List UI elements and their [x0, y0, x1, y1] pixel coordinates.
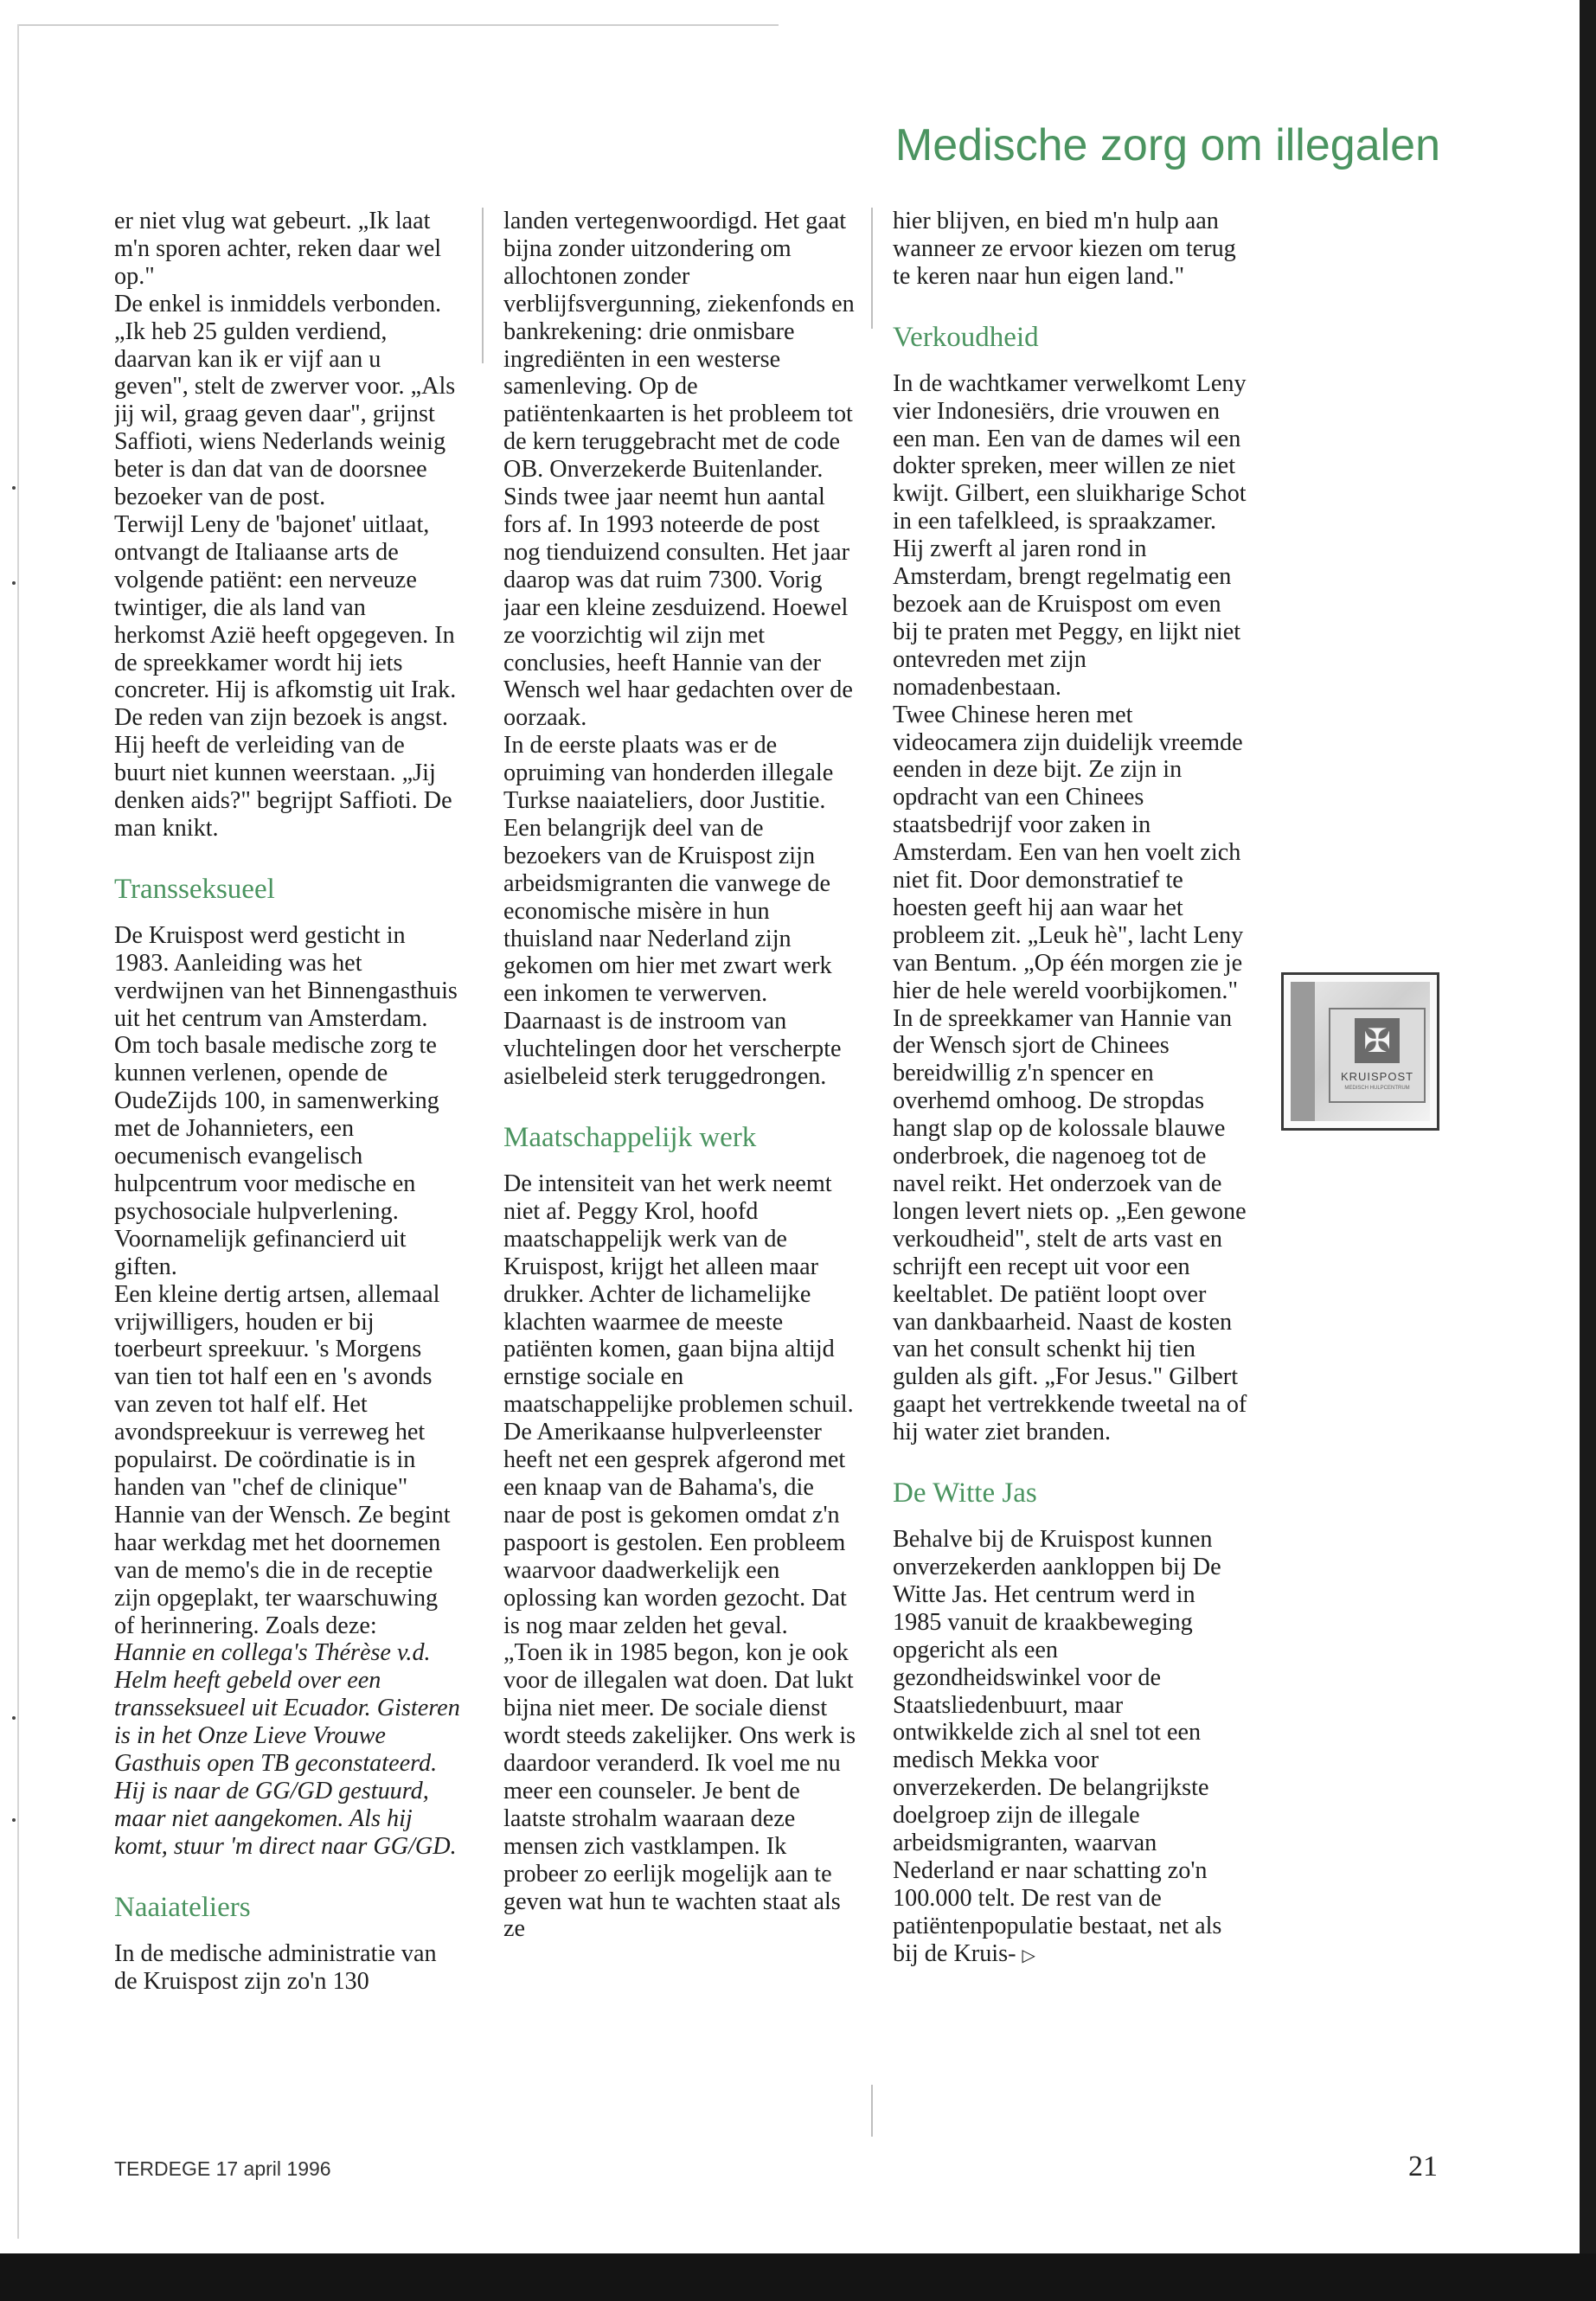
paragraph-text: Behalve bij de Kruispost kunnen onverzekerden aankloppen bij De Witte Jas. Het centrum werd in 1985 vanuit de kraakbeweging opgericht als een gezondheidswinkel voor de Staatsliedenbuurt, maar ontwikkelde zich al snel tot een medisch Mekka voor onverzekerden. De belangrijkste doelgroep zijn de illegale arbeidsmigranten, waarvan Nederland er naar schatting zo'n 100.000 telt. De rest van de patiëntenpopulatie bestaat, net als bij de Kruis-	[893, 1526, 1222, 1967]
paragraph: In de wachtkamer verwelkomt Leny vier Indonesiërs, drie vrouwen en een man. Een van de dames wil een dokter spreken, meer willen ze niet kwijt. Gilbert, een sluikharige Schot in een tafelkleed, is spraakzamer. Hij zwerft al jaren rond in Amsterdam, brengt regelmatig een bezoek aan de Kruispost om even bij te praten met Peggy, en lijkt niet ontevreden met zijn nomadenbestaan.	[893, 369, 1247, 701]
paragraph: De enkel is inmiddels verbonden. „Ik heb 25 gulden verdiend, daarvan kan ik er vijf aan u geven", stelt de zwerver voor. „Als jij wil, graag geven daar", grijnst Saffioti, wiens Nederlands weinig beter is dan dat van de doorsnee bezoeker van de post.	[114, 290, 456, 511]
column-divider	[871, 208, 873, 329]
subheading-verkoudheid: Verkoudheid	[893, 321, 1039, 353]
photo-image	[1291, 982, 1430, 1121]
scan-bottom-border	[0, 2253, 1596, 2301]
paragraph	[893, 1526, 1247, 1970]
paragraph: hier blijven, en bied m'n hulp aan wanneer ze ervoor kiezen om terug te keren naar hun eigen land."	[893, 208, 1236, 290]
paragraph: In de eerste plaats was er de opruiming van honderden illegale Turkse naaiateliers, door Justitie. Een belangrijk deel van de bezoekers van de Kruispost zijn arbeidsmigranten die vanwege de economische misère in hun thuisland naar Nederland zijn gekomen om hier met zwart werk een inkomen te verwerven. Daarnaast is de instroom van vluchtelingen door het verscherpte asielbeleid sterk teruggedrongen.	[503, 732, 842, 1091]
paragraph: In de spreekkamer van Hannie van der Wensch sjort de Chinees bereidwillig z'n spencer en overhemd omhoog. De stropdas hangt slap op de kolossale blauwe onderbroek, die nagenoeg tot de navel reikt. Het onderzoek van de longen levert niets op. „Een gewone verkoudheid", stelt de arts vast en schrijft een recept uit voor een keeltablet. De patiënt loopt over van dankbaarheid. Naast de kosten van het consult schenkt hij tien gulden als gift. „For Jesus." Gilbert gaapt het vertrekkende tweetal na of hij water ziet branden.	[893, 1004, 1247, 1446]
margin-dot	[12, 486, 16, 490]
margin-dot	[12, 581, 16, 585]
photo-wall	[1291, 982, 1315, 1121]
paragraph: Twee Chinese heren met videocamera zijn duidelijk vreemde eenden in deze bijt. Ze zijn in opdracht van een Chinees staatsbedrijf voor zaken in Amsterdam. Een van hen voelt zich niet fit. Door demonstratief te hoesten geeft hij aan waar het probleem zit. „Leuk hè", lacht Leny van Bentum. „Op één morgen zie je hier de hele wereld voorbijkomen."	[893, 701, 1244, 1004]
section-title: Medische zorg om illegalen	[894, 120, 1440, 170]
margin-dot	[12, 1818, 16, 1822]
page-left-edge	[17, 24, 19, 2239]
paragraph: Terwijl Leny de 'bajonet' uitlaat, ontvangt de Italiaanse arts de volgende patiënt: een nerveuze twintiger, die als land van herkomst Azië heeft opgegeven. In de spreekkamer wordt hij iets concreter. Hij is afkomstig uit Irak. De reden van zijn bezoek is angst. Hij heeft de verleiding van de buurt niet kunnen weerstaan. „Jij denken aids?" begrijpt Saffioti. De man knikt.	[114, 510, 457, 842]
paragraph: Een kleine dertig artsen, allemaal vrijwilligers, houden er bij toerbeurt spreekuur. 's Morgens van tien tot half een en 's avonds van zeven tot half elf. Het avondspreekuur is verreweg het populairst. De coördinatie is in handen van "chef de clinique" Hannie van der Wensch. Ze begint haar werkdag met het doornemen van de memo's die in de receptie zijn opgeplakt, ter waarschuwing of herinnering. Zoals deze:	[114, 1280, 451, 1639]
subheading-naaiateliers: Naaiateliers	[114, 1891, 251, 1923]
page-top-edge	[17, 24, 779, 26]
kruispost-sign	[1329, 1008, 1426, 1103]
article-column-1	[114, 208, 460, 2137]
kruispost-sign-photo	[1281, 972, 1439, 1131]
subheading-maatschappelijk-werk: Maatschappelijk werk	[503, 1122, 757, 1153]
paragraph: De Amerikaanse hulpverleenster heeft net een gesprek afgerond met een knaap van de Bahama's, die naar de post is gekomen omdat z'n paspoort is gestolen. Een probleem waarvoor daadwerkelijk een oplossing kan worden gezocht. Dat is nog maar zelden het geval.	[503, 1419, 847, 1639]
memo-quote: Hannie en collega's Thérèse v.d. Helm heeft gebeld over een transseksueel uit Ecuador. Gisteren is in het Onze Lieve Vrouwe Gasthuis open TB geconstateerd. Hij is naar de GG/GD gestuurd, maar niet aangekomen. Als hij komt, stuur 'm direct naar GG/GD.	[114, 1639, 460, 1860]
footer-magazine-date: TERDEGE 17 april 1996	[114, 2157, 331, 2180]
margin-dot	[12, 1716, 16, 1720]
page-number: 21	[1408, 2150, 1438, 2182]
paragraph: In de medische administratie van de Kruispost zijn zo'n 130	[114, 1939, 437, 1995]
paragraph: De intensiteit van het werk neemt niet af. Peggy Krol, hoofd maatschappelijk werk van de Kruispost, krijgt het alleen maar drukker. Achter de lichamelijke klachten waarmee de meeste patiënten komen, gaan bijna altijd ernstige sociale en maatschappelijke problemen schuil.	[503, 1170, 854, 1419]
paragraph: „Toen ik in 1985 begon, kon je ook voor de illegalen wat doen. Dat lukt bijna niet meer. De sociale dienst wordt steeds zakelijker. Ons werk is daardoor veranderd. Ik voel me nu meer een counseler. Je bent de laatste strohalm waaraan deze mensen zich vastklampen. Ik probeer zo eerlijk mogelijk aan te geven wat hun te wachten staat als ze	[503, 1639, 856, 1943]
column-divider	[871, 2085, 873, 2137]
article-column-2	[503, 208, 858, 2137]
continue-arrow-icon: ▷	[1022, 1944, 1035, 1965]
paragraph: er niet vlug wat gebeurt. „Ik laat m'n sporen achter, reken daar wel op."	[114, 208, 442, 290]
maltese-cross-icon: ✠	[1355, 1018, 1400, 1063]
subheading-transseksueel: Transseksueel	[114, 873, 275, 905]
sign-subtitle: MEDISCH HULPCENTRUM	[1344, 1086, 1410, 1091]
subheading-de-witte-jas: De Witte Jas	[893, 1477, 1037, 1509]
paragraph: De Kruispost werd gesticht in 1983. Aanleiding was het verdwijnen van het Binnengasthuis uit het centrum van Amsterdam. Om toch basale medische zorg te kunnen verlenen, opende de OudeZijds 100, in samenwerking met de Johannieters, een oecumenisch evangelisch hulpcentrum voor medische en psychosociale hulpverlening. Voornamelijk gefinancierd uit giften.	[114, 921, 458, 1280]
scan-right-border	[1580, 0, 1596, 2301]
paragraph: Sinds twee jaar neemt hun aantal fors af. In 1993 noteerde de post nog tienduizend consulten. Het jaar daarop was dat ruim 7300. Vorig jaar een kleine zesduizend. Hoewel ze voorzichtig wil zijn met conclusies, heeft Hannie van der Wensch wel haar gedachten over de oorzaak.	[503, 484, 853, 732]
column-divider	[482, 208, 484, 363]
article-column-3	[893, 208, 1247, 2137]
sign-name: KRUISPOST	[1340, 1070, 1414, 1083]
paragraph: landen vertegenwoordigd. Het gaat bijna zonder uitzondering om allochtonen zonder verblijfsvergunning, ziekenfonds en bankrekening: drie onmisbare ingrediënten in een westerse samenleving. Op de patiëntenkaarten is het probleem tot de kern teruggebracht met de code OB. Onverzekerde Buitenlander.	[503, 208, 855, 484]
